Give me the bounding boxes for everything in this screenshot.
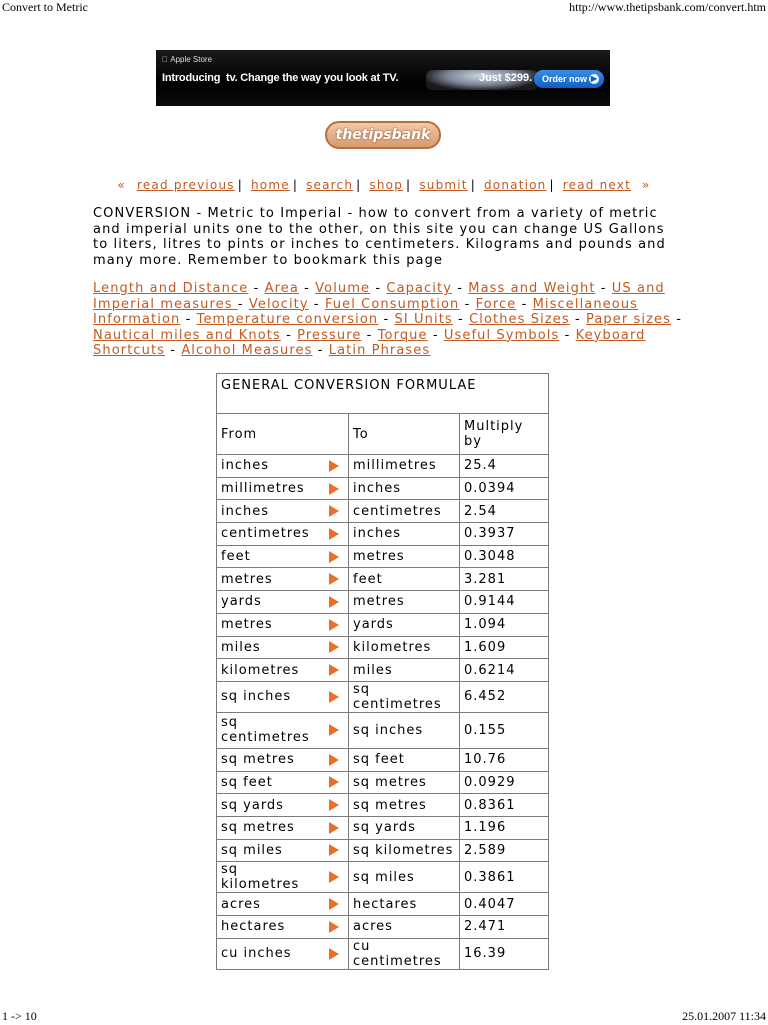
cell-to: miles (349, 659, 460, 682)
conversion-table (216, 373, 549, 970)
nav-search-link[interactable]: search (306, 178, 354, 192)
arrow-right-icon (329, 596, 339, 608)
table-title-row (217, 374, 549, 414)
print-page-number: 1 -> 10 (2, 1009, 37, 1023)
table-row (217, 938, 549, 969)
banner-headline: Introducing tv. Change the way you look at TV. (162, 72, 399, 84)
table-row (217, 681, 549, 712)
arrow-right-icon: ▶ (590, 74, 598, 83)
category-link[interactable]: Paper sizes (585, 312, 672, 328)
arrow-cell (321, 500, 349, 523)
nav-close-quote: » (642, 178, 651, 192)
arrow-right-icon (329, 573, 339, 585)
table-row (217, 613, 549, 636)
cell-from: metres (217, 568, 321, 591)
cell-from: inches (217, 500, 321, 523)
cell-multiply: 0.3937 (460, 523, 549, 546)
cell-to: acres (349, 916, 460, 939)
arrow-cell (321, 545, 349, 568)
print-datetime: 25.01.2007 11:34 (682, 1009, 766, 1023)
arrow-right-icon (329, 641, 339, 653)
arrow-cell (321, 771, 349, 794)
category-link[interactable]: Nautical miles and Knots (93, 327, 281, 343)
apple-tv-banner-ad[interactable] (156, 50, 610, 106)
arrow-cell (321, 748, 349, 771)
arrow-right-icon (329, 871, 339, 883)
arrow-cell (321, 681, 349, 712)
cell-multiply: 0.3048 (460, 545, 549, 568)
header-to: To (349, 414, 460, 455)
arrow-right-icon (329, 691, 339, 703)
arrow-right-icon (329, 724, 339, 736)
cell-from: yards (217, 591, 321, 614)
arrow-right-icon (329, 505, 339, 517)
cell-multiply: 0.0929 (460, 771, 549, 794)
cell-multiply: 0.0394 (460, 477, 549, 500)
cell-to: sq metres (349, 794, 460, 817)
arrow-right-icon (329, 664, 339, 676)
table-row (217, 523, 549, 546)
print-header (0, 0, 768, 16)
cell-from: centimetres (217, 523, 321, 546)
nav-shop-link[interactable]: shop (369, 178, 404, 192)
cell-multiply: 0.6214 (460, 659, 549, 682)
cell-from: kilometres (217, 659, 321, 682)
arrow-cell (321, 839, 349, 862)
table-row (217, 839, 549, 862)
cell-to: sq metres (349, 771, 460, 794)
cell-multiply: 0.155 (460, 712, 549, 748)
cell-multiply: 6.452 (460, 681, 549, 712)
cell-to: hectares (349, 893, 460, 916)
header-from: From (217, 414, 349, 455)
nav-donation-link[interactable]: donation (483, 178, 547, 192)
cell-from: miles (217, 636, 321, 659)
table-row (217, 862, 549, 893)
category-link[interactable]: Keyboard Shortcuts (93, 327, 646, 359)
cell-multiply: 0.8361 (460, 794, 549, 817)
category-link[interactable]: Mass and Weight (468, 281, 596, 296)
arrow-right-icon (329, 754, 339, 766)
cell-from: inches (217, 455, 321, 478)
arrow-cell (321, 916, 349, 939)
category-link[interactable]: Length and Distance (93, 281, 249, 296)
category-link[interactable]: Clothes Sizes (469, 312, 570, 328)
cell-from: hectares (217, 916, 321, 939)
cell-from: cu inches (217, 938, 321, 969)
cell-multiply: 0.9144 (460, 591, 549, 614)
cell-from: sq kilometres (217, 862, 321, 893)
cell-to: metres (349, 591, 460, 614)
category-link[interactable]: Torque (377, 327, 428, 343)
arrow-cell (321, 591, 349, 614)
table-row (217, 893, 549, 916)
arrow-cell (321, 636, 349, 659)
category-link[interactable]: US and Imperial measures (93, 281, 665, 312)
arrow-right-icon (329, 898, 339, 910)
nav-submit-link[interactable]: submit (419, 178, 468, 192)
arrow-cell (321, 893, 349, 916)
category-link[interactable]: Force (475, 296, 517, 312)
print-footer (0, 1009, 768, 1025)
cell-from: sq yards (217, 794, 321, 817)
table-row (217, 659, 549, 682)
cell-multiply: 1.196 (460, 816, 549, 839)
category-link[interactable]: Latin Phrases (328, 343, 431, 359)
cell-to: inches (349, 477, 460, 500)
cell-to: kilometres (349, 636, 460, 659)
table-header-row (217, 414, 549, 455)
table-row (217, 636, 549, 659)
category-link[interactable]: Miscellaneous Information (93, 296, 639, 328)
order-now-button[interactable]: Order now ▶ (534, 70, 604, 88)
cell-to: sq feet (349, 748, 460, 771)
cell-multiply: 2.54 (460, 500, 549, 523)
cell-from: sq metres (217, 816, 321, 839)
cell-from: acres (217, 893, 321, 916)
arrow-right-icon (329, 948, 339, 960)
cell-multiply: 0.3861 (460, 862, 549, 893)
cell-from: sq feet (217, 771, 321, 794)
cell-to: feet (349, 568, 460, 591)
cell-from: metres (217, 613, 321, 636)
table-row (217, 771, 549, 794)
cell-multiply: 1.609 (460, 636, 549, 659)
arrow-right-icon (329, 619, 339, 631)
cell-from: sq metres (217, 748, 321, 771)
cell-multiply: 2.589 (460, 839, 549, 862)
header-multiply: Multiply by (460, 414, 549, 455)
table-row (217, 500, 549, 523)
category-link[interactable]: Volume (315, 281, 371, 296)
cell-multiply: 1.094 (460, 613, 549, 636)
arrow-cell (321, 568, 349, 591)
cell-from: sq centimetres (217, 712, 321, 748)
category-link[interactable]: Pressure (297, 327, 362, 343)
arrow-cell (321, 938, 349, 969)
arrow-right-icon (329, 551, 339, 563)
cell-multiply: 0.4047 (460, 893, 549, 916)
nav-read-previous-link[interactable]: read previous (136, 178, 235, 192)
cell-to: sq kilometres (349, 839, 460, 862)
table-row (217, 568, 549, 591)
category-link[interactable]: Area (264, 281, 299, 296)
cell-to: sq centimetres (349, 681, 460, 712)
cell-multiply: 16.39 (460, 938, 549, 969)
arrow-right-icon (329, 528, 339, 540)
category-link[interactable]: Temperature conversion (196, 312, 379, 328)
arrow-cell (321, 455, 349, 478)
arrow-right-icon (329, 460, 339, 472)
table-row (217, 916, 549, 939)
arrow-right-icon (329, 844, 339, 856)
thetipsbank-logo[interactable]: thetipsbank (325, 121, 441, 149)
table-row (217, 455, 549, 478)
arrow-cell (321, 613, 349, 636)
table-row (217, 477, 549, 500)
cell-to: millimetres (349, 455, 460, 478)
cell-to: centimetres (349, 500, 460, 523)
table-row (217, 816, 549, 839)
table-row (217, 545, 549, 568)
category-link[interactable]: Velocity (248, 296, 309, 312)
arrow-right-icon (329, 776, 339, 788)
table-row (217, 794, 549, 817)
cell-multiply: 2.471 (460, 916, 549, 939)
cell-to: sq inches (349, 712, 460, 748)
category-link[interactable]: Capacity (386, 281, 453, 296)
print-title: Convert to Metric (2, 0, 88, 14)
nav-read-next-link[interactable]: read next (562, 178, 631, 192)
arrow-cell (321, 523, 349, 546)
arrow-right-icon (329, 822, 339, 834)
table-row (217, 748, 549, 771)
cell-multiply: 3.281 (460, 568, 549, 591)
category-links: Length and Distance - Area - Volume - Capacity - Mass and Weight - US and Imperial measures - Velocity - Fuel Consumption - Force - Miscellaneous Information - Temperature conversion - SI Units - Clothes Sizes - Paper sizes - Nautical miles and Knots - Pressure - Torque - Useful Symbols - Keyboard Shortcuts - Alcohol Measures - Latin Phrases (93, 281, 683, 359)
nav-home-link[interactable]: home (251, 178, 290, 192)
arrow-right-icon (329, 483, 339, 495)
cell-multiply: 25.4 (460, 455, 549, 478)
banner-price: Just $299. (479, 72, 533, 84)
category-link[interactable]: SI Units (394, 312, 453, 328)
table-title: GENERAL CONVERSION FORMULAE (217, 374, 549, 414)
arrow-right-icon (329, 921, 339, 933)
cell-to: yards (349, 613, 460, 636)
cell-to: sq yards (349, 816, 460, 839)
cell-to: inches (349, 523, 460, 546)
apple-icon (162, 55, 168, 64)
cell-from: sq inches (217, 681, 321, 712)
arrow-cell (321, 794, 349, 817)
arrow-cell (321, 862, 349, 893)
cell-multiply: 10.76 (460, 748, 549, 771)
page-navigation: « read previous | home | search | shop | submit | donation | read next » (117, 178, 651, 192)
category-link[interactable]: Fuel Consumption (324, 296, 460, 312)
cell-from: feet (217, 545, 321, 568)
arrow-cell (321, 816, 349, 839)
cell-to: metres (349, 545, 460, 568)
table-row (217, 712, 549, 748)
intro-paragraph: CONVERSION - Metric to Imperial - how to convert from a variety of metric and imperial units one to the other, on this site you can change US Gallons to liters, litres to pints or inches to centimeters. Kilograms and pounds and many more. Remember to bookmark this page (93, 206, 666, 268)
arrow-right-icon (329, 799, 339, 811)
print-url: http://www.thetipsbank.com/convert.htm (569, 0, 766, 14)
banner-store-label: Apple Store (162, 55, 204, 64)
arrow-cell (321, 659, 349, 682)
category-link[interactable]: Useful Symbols (443, 327, 560, 343)
category-link[interactable]: Alcohol Measures (181, 343, 313, 359)
cell-to: cu centimetres (349, 938, 460, 969)
arrow-cell (321, 477, 349, 500)
table-row (217, 591, 549, 614)
nav-open-quote: « (117, 178, 126, 192)
cell-from: sq miles (217, 839, 321, 862)
cell-to: sq miles (349, 862, 460, 893)
cell-from: millimetres (217, 477, 321, 500)
arrow-cell (321, 712, 349, 748)
